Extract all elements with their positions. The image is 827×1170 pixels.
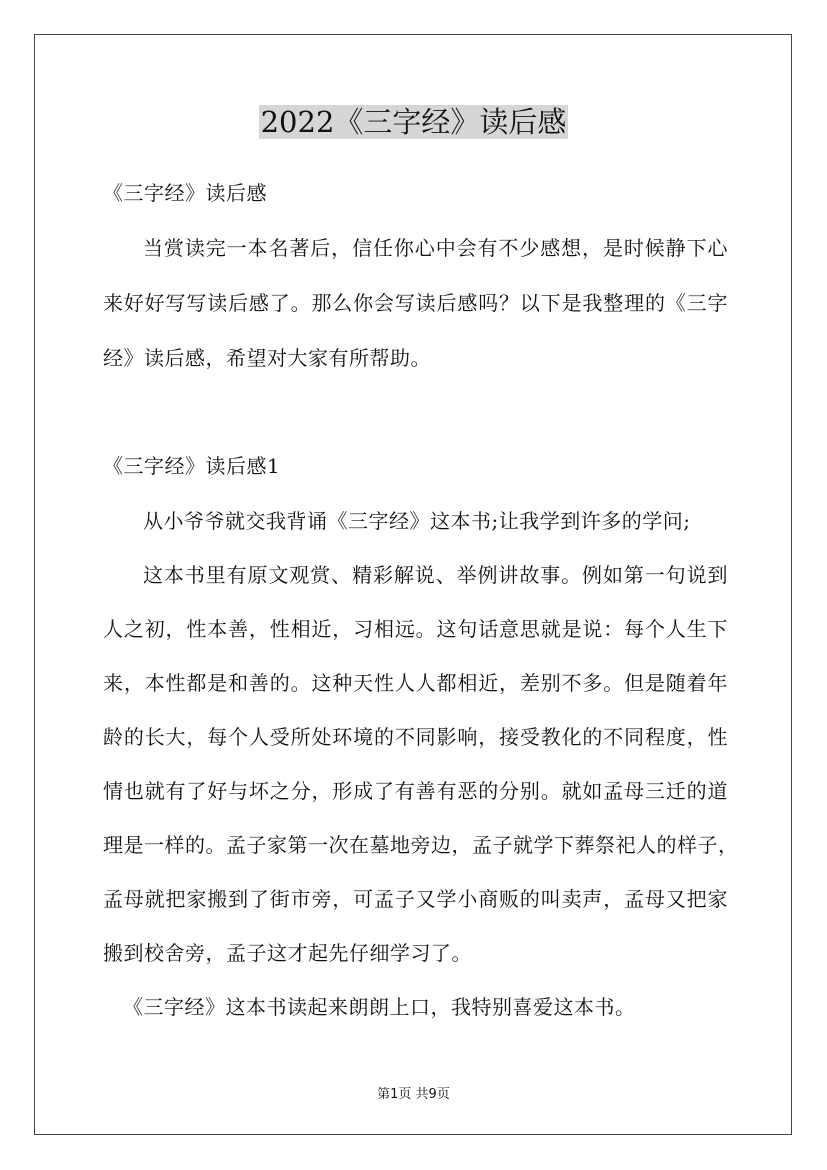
paragraph-2-line-3: 来，本性都是和善的。这种天性人人都相近，差别不多。但是随着年 — [103, 671, 728, 695]
paragraph-3: 《三字经》这本书读起来朗朗上口，我特别喜爱这本书。 — [123, 995, 636, 1019]
intro-line-3: 经》读后感，希望对大家有所帮助。 — [103, 346, 431, 370]
paragraph-1: 从小爷爷就交我背诵《三字经》这本书;让我学到许多的学问; — [143, 509, 691, 533]
section-heading: 《三字经》读后感 — [103, 181, 267, 205]
paragraph-2-line-7: 孟母就把家搬到了街市旁，可孟子又学小商贩的叫卖声，孟母又把家 — [103, 887, 728, 911]
document-title: 2022《三字经》读后感 — [260, 105, 567, 139]
document-title-block — [0, 100, 827, 144]
paragraph-2-line-2: 人之初，性本善，性相近，习相远。这句话意思就是说：每个人生下 — [103, 617, 728, 641]
intro-line-2: 来好好写写读后感了。那么你会写读后感吗？以下是我整理的《三字 — [103, 291, 728, 315]
paragraph-2-line-8: 搬到校舍旁，孟子这才起先仔细学习了。 — [103, 941, 472, 965]
paragraph-2-line-4: 龄的长大，每个人受所处环境的不同影响，接受教化的不同程度，性 — [103, 725, 728, 749]
paragraph-2-line-1: 这本书里有原文观赏、精彩解说、举例讲故事。例如第一句说到 — [143, 563, 728, 587]
paragraph-2-line-6: 理是一样的。孟子家第一次在墓地旁边，孟子就学下葬祭祀人的样子， — [103, 833, 739, 857]
section-heading-1: 《三字经》读后感1 — [103, 454, 281, 478]
paragraph-2-line-5: 情也就有了好与坏之分，形成了有善有恶的分别。就如孟母三迁的道 — [103, 779, 728, 803]
intro-line-1: 当赏读完一本名著后，信任你心中会有不少感想，是时候静下心 — [143, 236, 728, 260]
page-number-footer: 第1页 共9页 — [377, 1087, 450, 1102]
